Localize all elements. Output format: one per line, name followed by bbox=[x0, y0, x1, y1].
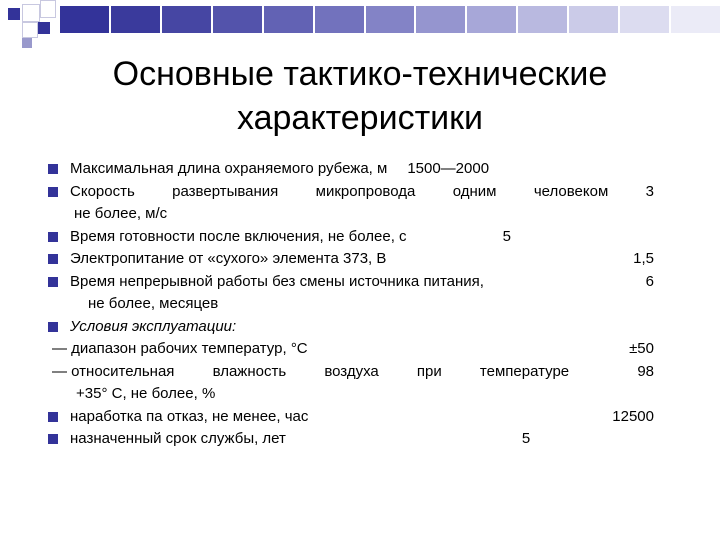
gradient-band bbox=[60, 6, 720, 33]
square-bullet-icon bbox=[48, 434, 58, 444]
item-value: 12500 bbox=[612, 407, 654, 425]
list-item bbox=[48, 428, 654, 451]
item-value: ±50 bbox=[629, 340, 654, 357]
item-word: микропровода bbox=[315, 182, 416, 200]
item-word: одним bbox=[452, 182, 497, 200]
item-value: 98 bbox=[637, 362, 654, 380]
item-value: 1,5 bbox=[633, 250, 654, 267]
square-bullet-icon bbox=[48, 322, 58, 332]
square-bullet-icon bbox=[48, 187, 58, 197]
item-word: влажность bbox=[212, 362, 287, 380]
item-label: Время готовности после включения, не более, с bbox=[70, 227, 407, 245]
deco-square bbox=[38, 22, 50, 34]
list-item bbox=[48, 406, 654, 429]
item-continuation: не более, м/с bbox=[74, 205, 168, 222]
item-value: 3 bbox=[645, 182, 654, 200]
item-word: развертывания bbox=[172, 182, 279, 200]
list-item bbox=[48, 316, 654, 339]
item-continuation: +35° С, не более, % bbox=[76, 385, 216, 402]
item-continuation: не более, месяцев bbox=[88, 295, 219, 312]
list-item bbox=[48, 181, 654, 226]
item-value: 5 bbox=[521, 430, 531, 447]
item-word: человеком bbox=[533, 182, 609, 200]
square-bullet-icon bbox=[48, 164, 58, 174]
item-label: Максимальная длина охраняемого рубежа, м bbox=[70, 160, 388, 177]
slide-title: Основные тактико-технические характеристики bbox=[112, 55, 608, 137]
item-word: температуре bbox=[479, 362, 570, 380]
list-item bbox=[48, 248, 654, 271]
sub-item bbox=[48, 338, 654, 361]
item-label: назначенный срок службы, лет bbox=[70, 430, 286, 447]
deco-square bbox=[8, 8, 20, 20]
item-word: воздуха bbox=[324, 362, 379, 380]
header-decoration bbox=[0, 0, 720, 50]
item-value: 1500—2000 bbox=[407, 160, 490, 177]
deco-square bbox=[22, 22, 38, 38]
item-heading: Условия эксплуатации: bbox=[70, 317, 237, 335]
deco-square bbox=[40, 0, 56, 18]
square-bullet-icon bbox=[48, 232, 58, 242]
list-item bbox=[48, 271, 654, 316]
item-label: наработка па отказ, не менее, час bbox=[70, 407, 309, 425]
item-value: 6 bbox=[645, 272, 654, 290]
spec-list bbox=[48, 158, 654, 451]
item-label: Электропитание от «сухого» элемента 373, В bbox=[70, 250, 387, 267]
item-word: — относительная bbox=[52, 362, 175, 380]
item-word: Скорость bbox=[70, 182, 135, 200]
item-word: при bbox=[416, 362, 442, 380]
square-bullet-icon bbox=[48, 254, 58, 264]
list-item bbox=[48, 226, 654, 249]
deco-square bbox=[22, 38, 32, 48]
square-bullet-icon bbox=[48, 412, 58, 422]
square-bullet-icon bbox=[48, 277, 58, 287]
deco-square bbox=[22, 4, 40, 22]
item-label: — диапазон рабочих температур, °С bbox=[52, 340, 308, 357]
item-value: 5 bbox=[502, 227, 511, 245]
sub-item bbox=[48, 361, 654, 406]
list-item bbox=[48, 158, 654, 181]
item-label: Время непрерывной работы без смены источника питания, bbox=[70, 272, 484, 290]
